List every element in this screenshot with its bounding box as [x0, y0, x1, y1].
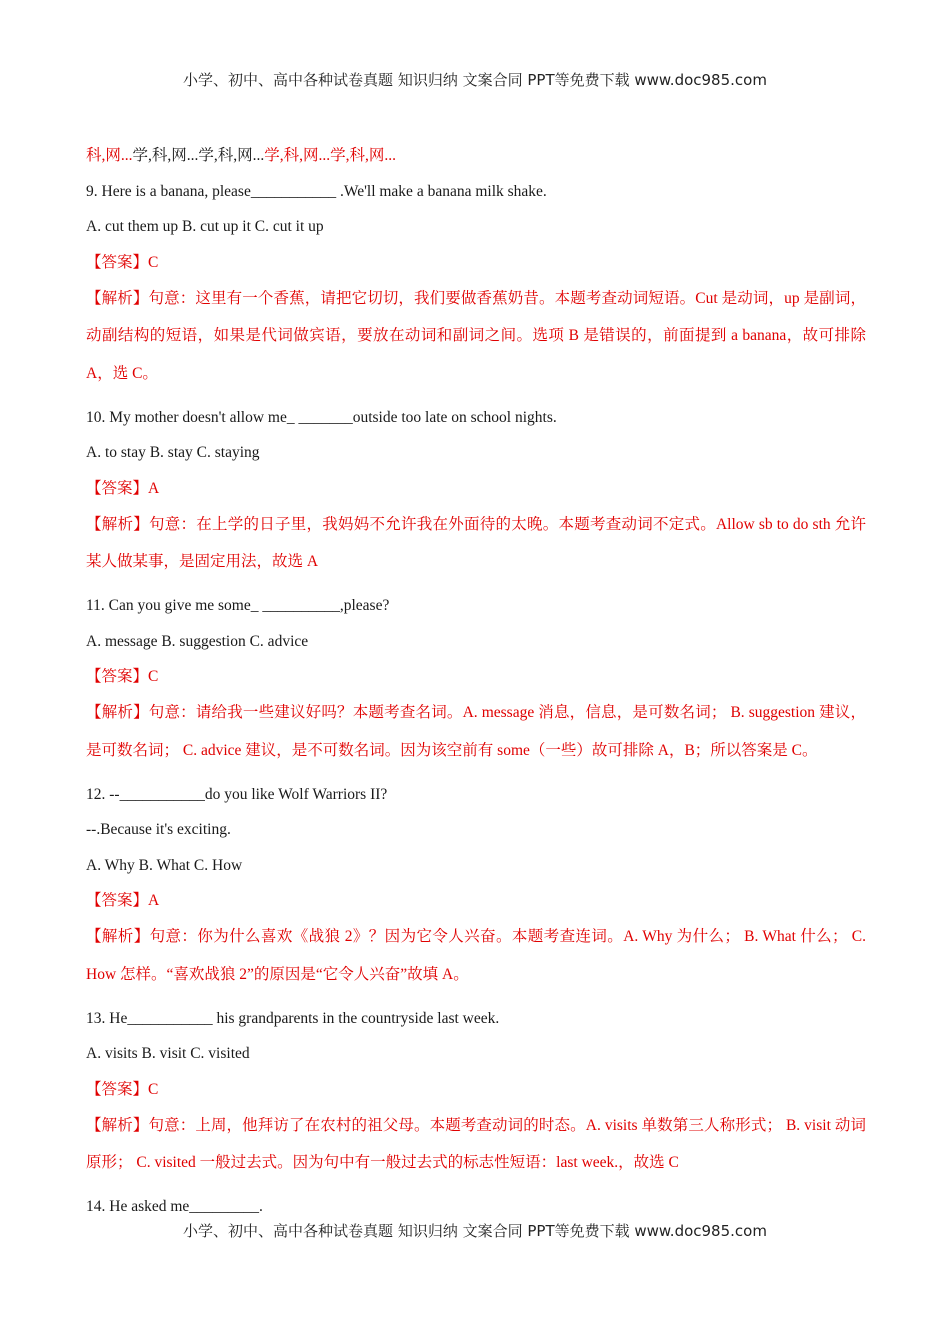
- question-9-options: A. cut them up B. cut up it C. cut it up: [86, 218, 324, 235]
- watermark-part-1: 科,网...: [86, 147, 133, 164]
- question-11-explanation: 【解析】句意：请给我一些建议好吗？本题考查名词。A. message 消息，信息，是可数名词； B. suggestion 建议，是可数名词； C. advice 建议，是不可数名词。因为该空前有 some（一些）故可排除 A，B；所以答案是 C。: [86, 704, 866, 759]
- question-10-explanation: 【解析】句意：在上学的日子里，我妈妈不允许我在外面待的太晚。本题考查动词不定式。Allow sb to do sth 允许某人做某事，是固定用法，故选 A: [86, 515, 866, 570]
- document-body: [86, 146, 866, 1217]
- page-header-banner: 小学、初中、高中各种试卷真题 知识归纳 文案合同 PPT等免费下载 www.doc985.com: [183, 71, 767, 89]
- question-9-answer: 【答案】C: [86, 253, 159, 271]
- watermark-part-3: 学,科,网...学,科,网...: [264, 147, 397, 164]
- question-12-stem: 12. --___________do you like Wolf Warriors II?: [86, 785, 388, 803]
- question-10-answer: 【答案】A: [86, 479, 160, 497]
- question-12-options: A. Why B. What C. How: [86, 856, 243, 874]
- question-10-options: A. to stay B. stay C. staying: [86, 444, 260, 461]
- watermark-part-2: 学,科,网...学,科,网...: [132, 147, 265, 164]
- question-14-stem: 14. He asked me_________.: [86, 1198, 263, 1215]
- question-10-stem: 10. My mother doesn't allow me_ _______outside too late on school nights.: [86, 408, 557, 426]
- question-13-stem: 13. He___________ his grandparents in the countryside last week.: [86, 1009, 500, 1027]
- question-9-stem: 9. Here is a banana, please___________ .We'll make a banana milk shake.: [86, 182, 547, 200]
- question-13-explanation: 【解析】句意：上周，他拜访了在农村的祖父母。本题考查动词的时态。A. visits 单数第三人称形式； B. visit 动词原形； C. visited 一般过去式。因为句中有一般过去式的标志性短语：last week.，故选 C: [86, 1116, 866, 1171]
- question-12-response: --.Because it's exciting.: [86, 821, 231, 838]
- watermark-line: [86, 146, 866, 166]
- question-9-explanation: 【解析】句意：这里有一个香蕉，请把它切切，我们要做香蕉奶昔。本题考查动词短语。Cut 是动词，up 是副词，动副结构的短语，如果是代词做宾语，要放在动词和副词之间。选项 B 是错误的，前面提到 a banana，故可排除 A，选 C。: [86, 289, 866, 382]
- question-12-explanation: 【解析】句意：你为什么喜欢《战狼 2》？因为它令人兴奋。本题考查连词。A. Why 为什么； B. What 什么； C. How 怎样。“喜欢战狼 2”的原因是“它令人兴奋”故填 A。: [86, 928, 866, 983]
- page-footer-banner: 小学、初中、高中各种试卷真题 知识归纳 文案合同 PPT等免费下载 www.doc985.com: [183, 1222, 767, 1240]
- question-11-stem: 11. Can you give me some_ __________,please?: [86, 597, 390, 614]
- question-11-options: A. message B. suggestion C. advice: [86, 632, 309, 650]
- question-11-answer: 【答案】C: [86, 668, 159, 685]
- question-13-answer: 【答案】C: [86, 1080, 159, 1098]
- question-12-answer: 【答案】A: [86, 892, 160, 909]
- question-13-options: A. visits B. visit C. visited: [86, 1045, 250, 1062]
